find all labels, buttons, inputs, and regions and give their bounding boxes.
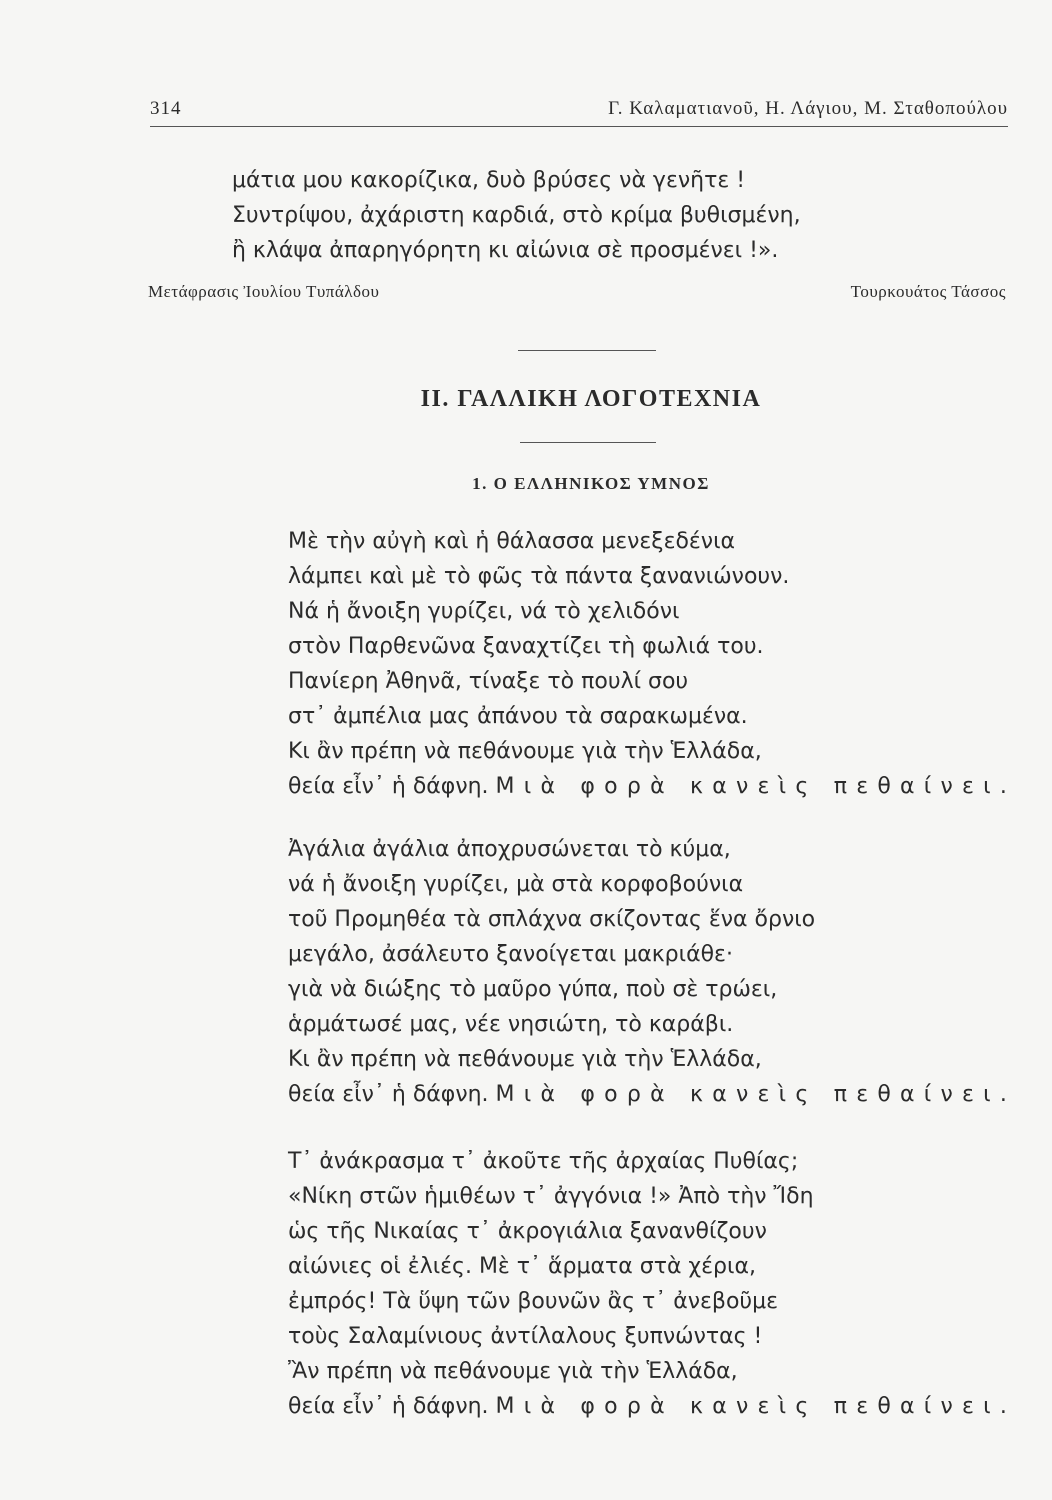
page-number: 314 [150, 98, 182, 119]
stanza-3 [288, 1144, 1016, 1424]
verse-line: Πανίερη Ἀθηνᾶ, τίναξε τὸ πουλί σου [288, 669, 689, 694]
verse-line: γιὰ νὰ διώξης τὸ μαῦρο γύπα, ποὺ σὲ τρώει, [288, 977, 778, 1002]
verse-line: στ᾽ ἀμπέλια μας ἀπάνου τὰ σαρακωμένα. [288, 704, 748, 729]
verse-line: στὸν Παρθενῶνα ξαναχτίζει τὴ φωλιά του. [288, 634, 764, 659]
verse-line: μάτια μου κακορίζικα, δυὸ βρύσες νὰ γενῆτε ! [232, 168, 746, 193]
verse-line: λάμπει καὶ μὲ τὸ φῶς τὰ πάντα ξανανιώνουν. [288, 564, 790, 589]
verse-line: τοὺς Σαλαμίνιους ἀντίλαλους ξυπνώντας ! [288, 1324, 763, 1349]
verse-line: ὡς τῆς Νικαίας τ᾽ ἀκρογιάλια ξανανθίζουν [288, 1219, 767, 1244]
verse-line: μεγάλο, ἀσάλευτο ξανοίγεται μακριάθε· [288, 942, 733, 967]
refrain-line [288, 1389, 1016, 1424]
refrain-prefix: θεία εἶν᾽ ἡ δάφνη. [288, 1082, 489, 1107]
verse-line: Ἂν πρέπη νὰ πεθάνουμε γιὰ τὴν Ἑλλάδα, [288, 1359, 738, 1384]
divider-rule [520, 442, 656, 443]
page-header [150, 92, 1008, 127]
verse-line: «Νίκη στῶν ἡμιθέων τ᾽ ἀγγόνια !» Ἀπὸ τὴν Ἴδη [288, 1184, 814, 1209]
refrain-line [288, 1077, 1016, 1112]
verse-line: νά ἡ ἄνοιξη γυρίζει, μὰ στὰ κορφοβούνια [288, 872, 744, 897]
verse-line: Τ᾽ ἀνάκρασμα τ᾽ ἀκοῦτε τῆς ἀρχαίας Πυθίας; [288, 1149, 799, 1174]
translator-credit: Μετάφρασις Ἰουλίου Τυπάλδου [148, 282, 380, 301]
verse-line: αἰώνιες οἱ ἐλιές. Μὲ τ᾽ ἅρματα στὰ χέρια, [288, 1254, 756, 1279]
stanza-1 [288, 524, 1016, 804]
verse-line: Μὲ τὴν αὐγὴ καὶ ἡ θάλασσα μενεξεδένια [288, 529, 736, 554]
verse-line: Κι ἂν πρέπη νὰ πεθάνουμε γιὰ τὴν Ἑλλάδα, [288, 1047, 762, 1072]
refrain-prefix: θεία εἶν᾽ ἡ δάφνη. [288, 1394, 489, 1419]
verse-line: Κι ἂν πρέπη νὰ πεθάνουμε γιὰ τὴν Ἑλλάδα, [288, 739, 762, 764]
verse-line: τοῦ Προμηθέα τὰ σπλάχνα σκίζοντας ἕνα ὄρνιο [288, 907, 816, 932]
running-head: Γ. Καλαματιανοῦ, Η. Λάγιου, Μ. Σταθοπούλου [608, 98, 1008, 119]
poem-title: 1. Ο ΕΛΛΗΝΙΚΟΣ ΥΜΝΟΣ [472, 474, 710, 493]
refrain-prefix: θεία εἶν᾽ ἡ δάφνη. [288, 774, 489, 799]
section-title: ΙΙ. ΓΑΛΛΙΚΗ ΛΟΓΟΤΕΧΝΙΑ [420, 386, 762, 412]
refrain-spaced-text: Μιὰ φορὰ κανεὶς πεθαίνει. [495, 1394, 1017, 1419]
verse-line: ἁρμάτωσέ μας, νέε νησιώτη, τὸ καράβι. [288, 1012, 734, 1037]
divider-rule [518, 350, 656, 351]
author-credit: Τουρκουάτος Τάσσος [850, 282, 1006, 301]
verse-line: Ἀγάλια ἀγάλια ἀποχρυσώνεται τὸ κύμα, [288, 837, 731, 862]
refrain-line [288, 769, 1016, 804]
verse-line: Νά ἡ ἄνοιξη γυρίζει, νά τὸ χελιδόνι [288, 599, 680, 624]
stanza-2 [288, 832, 1016, 1112]
refrain-spaced-text: Μιὰ φορὰ κανεὶς πεθαίνει. [495, 1082, 1017, 1107]
verse-line: ἢ κλάψα ἀπαρηγόρητη κι αἰώνια σὲ προσμένει !». [232, 238, 779, 263]
verse-line: Συντρίψου, ἀχάριστη καρδιά, στὸ κρίμα βυθισμένη, [232, 203, 801, 228]
verse-line: ἐμπρός! Τὰ ὕψη τῶν βουνῶν ἂς τ᾽ ἀνεβοῦμε [288, 1289, 779, 1314]
intro-verse [232, 163, 801, 268]
refrain-spaced-text: Μιὰ φορὰ κανεὶς πεθαίνει. [495, 774, 1017, 799]
